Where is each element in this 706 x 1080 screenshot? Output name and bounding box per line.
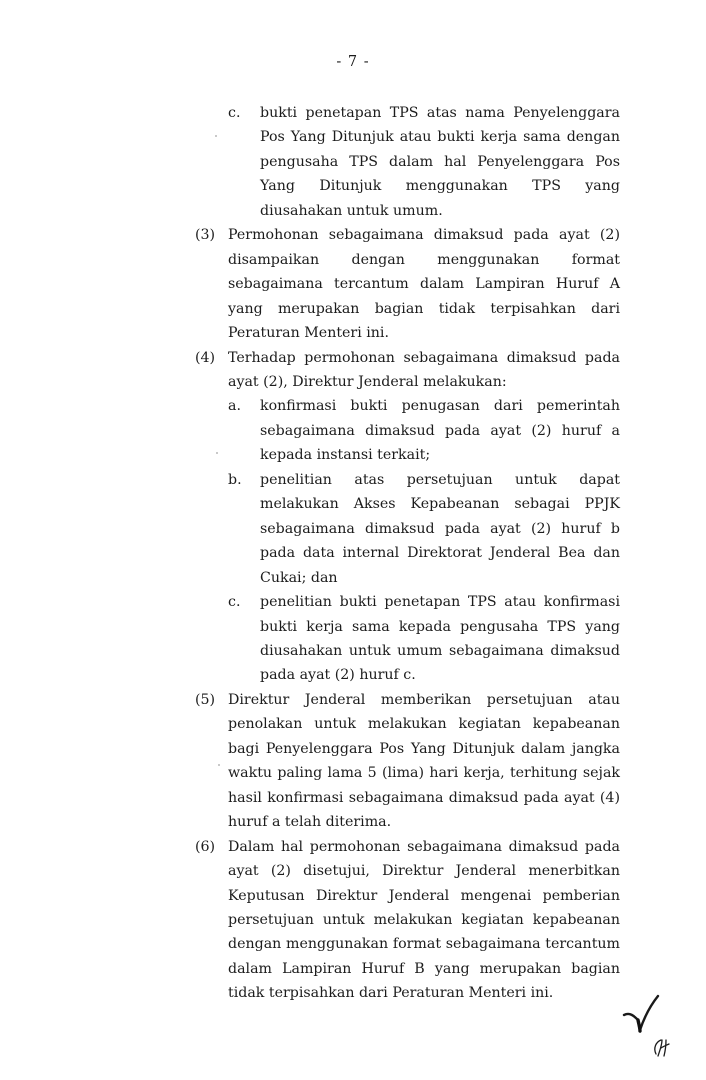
page-number-label: - 7 - [336, 54, 370, 70]
sub-item-letter: c. [228, 105, 241, 121]
sub-item-c [228, 590, 620, 688]
handwritten-initials-icon [620, 990, 700, 1070]
scan-speck [216, 452, 218, 454]
document-body [195, 101, 620, 1006]
sub-item-a [228, 394, 620, 467]
paragraph-3 [195, 223, 620, 345]
sub-item-b [228, 468, 620, 590]
sub-item-letter: c. [228, 594, 241, 611]
paragraph-text: Terhadap permohonan sebagaimana dimaksud pada ayat (2), Direktur Jenderal melakukan: [228, 349, 620, 390]
scan-speck [215, 135, 217, 137]
paragraph-number: (6) [195, 838, 216, 855]
sub-item-text: bukti penetapan TPS atas nama Penyelenggara Pos Yang Ditunjuk atau bukti kerja sama dengan pengusaha TPS dalam hal Penyelenggara Pos Yang Ditunjuk menggunakan TPS yang diusahakan untuk umum. [260, 105, 620, 219]
sub-item-continuation-c [195, 101, 620, 223]
paragraph-4 [195, 346, 620, 688]
paragraph-text: Permohonan sebagaimana dimaksud pada ayat (2) disampaikan dengan menggunakan format sebagaimana tercantum dalam Lampiran Huruf A yang merupakan bagian tidak terpisahkan dari Peraturan Menteri ini. [228, 227, 620, 342]
sub-item-text: penelitian atas persetujuan untuk dapat melakukan Akses Kepabeanan sebagai PPJK sebagaimana dimaksud pada ayat (2) huruf b pada data internal Direktorat Jenderal Bea dan Cukai; dan [260, 471, 620, 586]
paragraph-number: (5) [195, 691, 216, 708]
sub-item-letter: b. [228, 471, 242, 488]
paragraph-text: Dalam hal permohonan sebagaimana dimaksud pada ayat (2) disetujui, Direktur Jenderal menerbitkan Keputusan Direktur Jenderal mengenai pemberian persetujuan untuk melakukan kegiatan kepabeanan dengan menggunakan format sebagaimana tercantum dalam Lampiran Huruf B yang merupakan bagian tidak terpisahkan dari Peraturan Menteri ini. [228, 838, 620, 1002]
paragraph-text: Direktur Jenderal memberikan persetujuan atau penolakan untuk melakukan kegiatan kepabeanan bagi Penyelenggara Pos Yang Ditunjuk dalam jangka waktu paling lama 5 (lima) hari kerja, terhitung sejak hasil konfirmasi sebagaimana dimaksud pada ayat (4) huruf a telah diterima. [228, 691, 620, 831]
sub-item-text: penelitian bukti penetapan TPS atau konfirmasi bukti kerja sama kepada pengusaha TPS yang diusahakan untuk umum sebagaimana dimaksud pada ayat (2) huruf c. [260, 594, 620, 684]
sub-item-letter: a. [228, 398, 241, 415]
page-number [0, 54, 706, 70]
paragraph-number: (4) [195, 349, 216, 366]
paragraph-6 [195, 835, 620, 1006]
paragraph-number: (3) [195, 227, 216, 244]
paragraph-5 [195, 688, 620, 835]
sub-item-text: konfirmasi bukti penugasan dari pemerintah sebagaimana dimaksud pada ayat (2) huruf a kepada instansi terkait; [260, 398, 620, 464]
scan-speck [218, 764, 220, 766]
